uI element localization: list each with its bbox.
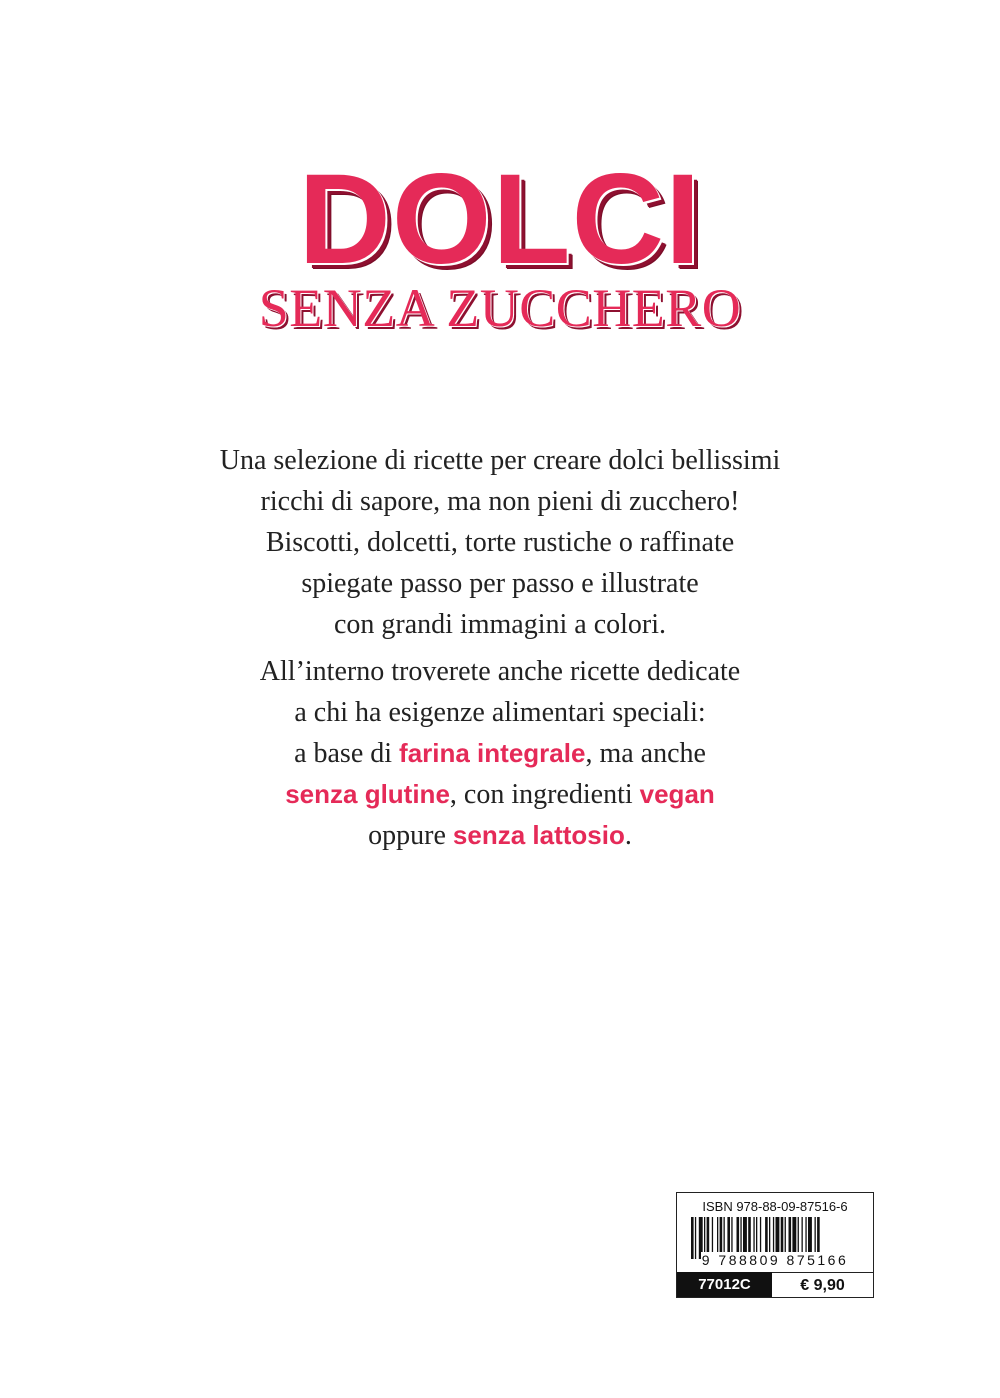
dietary-line [0,815,1000,856]
highlight-farina-integrale: farina integrale [399,738,586,768]
dietary-paragraph [0,651,1000,856]
description-line: spiegate passo per passo e illustrate [301,568,699,599]
dietary-line: a chi ha esigenze alimentari speciali: [294,697,706,728]
book-subtitle: SENZA ZUCCHERO [258,278,742,338]
dietary-text: , ma anche [585,738,706,769]
highlight-senza-lattosio: senza lattosio [452,820,625,850]
description-line: Una selezione di ricette per creare dolci bellissimi [219,445,781,476]
description-line: ricchi di sapore, ma non pieni di zucchero! [260,486,740,517]
barcode-digits-text: 9 788809 875166 [701,1252,849,1268]
barcode-digits [677,1252,873,1268]
dietary-line [0,774,1000,815]
description-line: Biscotti, dolcetti, torte rustiche o raffinate [265,527,735,558]
description-line: con grandi immagini a colori. [333,609,667,640]
barcode-box [676,1192,874,1298]
book-title: DOLCI [298,148,702,291]
highlight-senza-glutine: senza glutine [285,779,450,809]
dietary-text: oppure [368,820,453,851]
isbn-label: ISBN 978-88-09-87516-6 [702,1199,848,1214]
dietary-text: , con ingredienti [449,779,640,810]
dietary-text: a base di [294,738,400,769]
dietary-line: All’interno troverete anche ricette dedicate [259,656,741,687]
description-paragraph [0,440,1000,645]
price: € 9,90 [772,1272,873,1297]
product-code: 77012C [677,1272,772,1297]
dietary-line [0,733,1000,774]
dietary-text: . [624,820,632,851]
highlight-vegan: vegan [639,779,715,809]
